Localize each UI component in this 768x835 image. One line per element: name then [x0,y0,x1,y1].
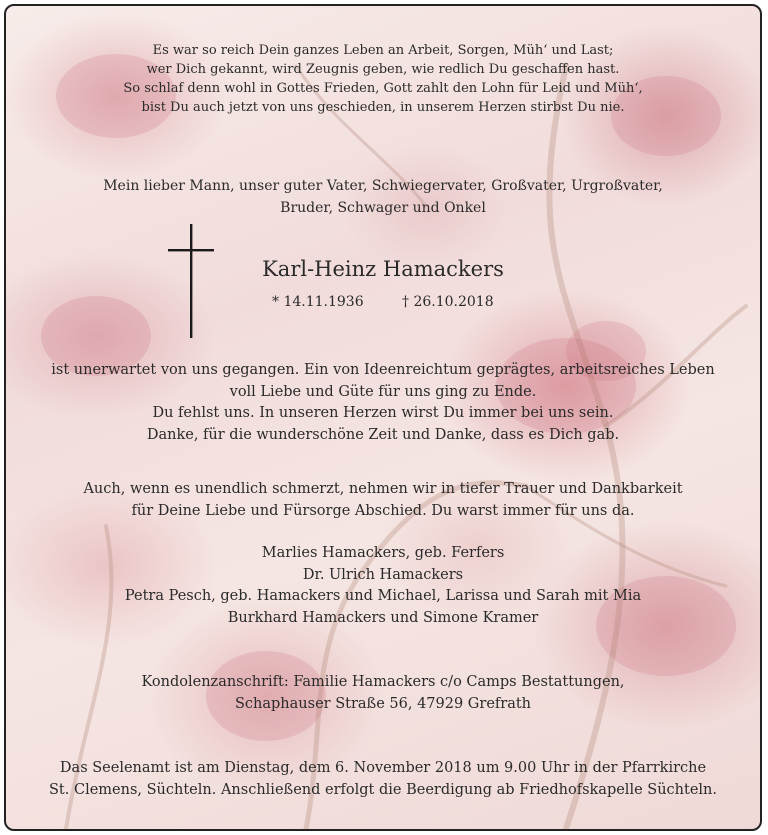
cross-icon [168,224,214,338]
text-line: Kondolenzanschrift: Familie Hamackers c/o Camps Bestattungen, [141,674,625,690]
service-info [6,758,760,801]
poem-line: So schlaf denn wohl in Gottes Frieden, Gott zahlt den Lohn für Leid und Müh‘, [123,81,643,96]
poem-line: wer Dich gekannt, wird Zeugnis geben, wie redlich Du geschaffen hast. [146,62,620,77]
poem-line: bist Du auch jetzt von uns geschieden, in unserem Herzen stirbst Du nie. [141,100,625,115]
text-line: Du fehlst uns. In unseren Herzen wirst Du immer bei uns sein. [152,405,614,421]
message-paragraph-2 [6,479,760,522]
family-member: Marlies Hamackers, geb. Ferfers [261,545,505,561]
family-member: Dr. Ulrich Hamackers [302,566,464,583]
poem-line: Es war so reich Dein ganzes Leben an Arbeit, Sorgen, Müh‘ und Last; [152,43,614,58]
text-line: Auch, wenn es unendlich schmerzt, nehmen wir in tiefer Trauer und Dankbarkeit [83,481,683,497]
family-member: Petra Pesch, geb. Hamackers und Michael, Larissa und Sarah mit Mia [124,588,642,604]
text-line: für Deine Liebe und Fürsorge Abschied. Du warst immer für uns da. [131,502,635,519]
text-line: Das Seelenamt ist am Dienstag, dem 6. November 2018 um 9.00 Uhr in der Pfarrkirche [59,760,707,776]
text-line: voll Liebe und Güte für uns ging zu Ende. [229,383,537,400]
text-line: Danke, für die wunderschöne Zeit und Danke, dass es Dich gab. [146,426,620,443]
deceased-name: Karl-Heinz Hamackers [262,257,504,281]
birth-date: * 14.11.1936 [272,294,364,310]
intro-line: Mein lieber Mann, unser guter Vater, Schwiegervater, Großvater, Urgroßvater, [103,178,663,194]
intro-text [6,176,760,219]
text-line: St. Clemens, Süchteln. Anschließend erfolgt die Beerdigung ab Friedhofskapelle Süchteln. [49,781,717,798]
death-date: † 26.10.2018 [402,294,494,310]
obituary-card [4,4,762,831]
message-paragraph-1 [6,360,760,446]
family-member: Burkhard Hamackers und Simone Kramer [227,609,539,626]
condolence-address [6,672,760,715]
poem [6,41,760,117]
text-line: Schaphauser Straße 56, 47929 Grefrath [234,695,532,712]
family-list [6,543,760,629]
intro-line: Bruder, Schwager und Onkel [280,199,486,216]
text-line: ist unerwartet von uns gegangen. Ein von Ideenreichtum geprägtes, arbeitsreiches Leben [51,362,715,378]
